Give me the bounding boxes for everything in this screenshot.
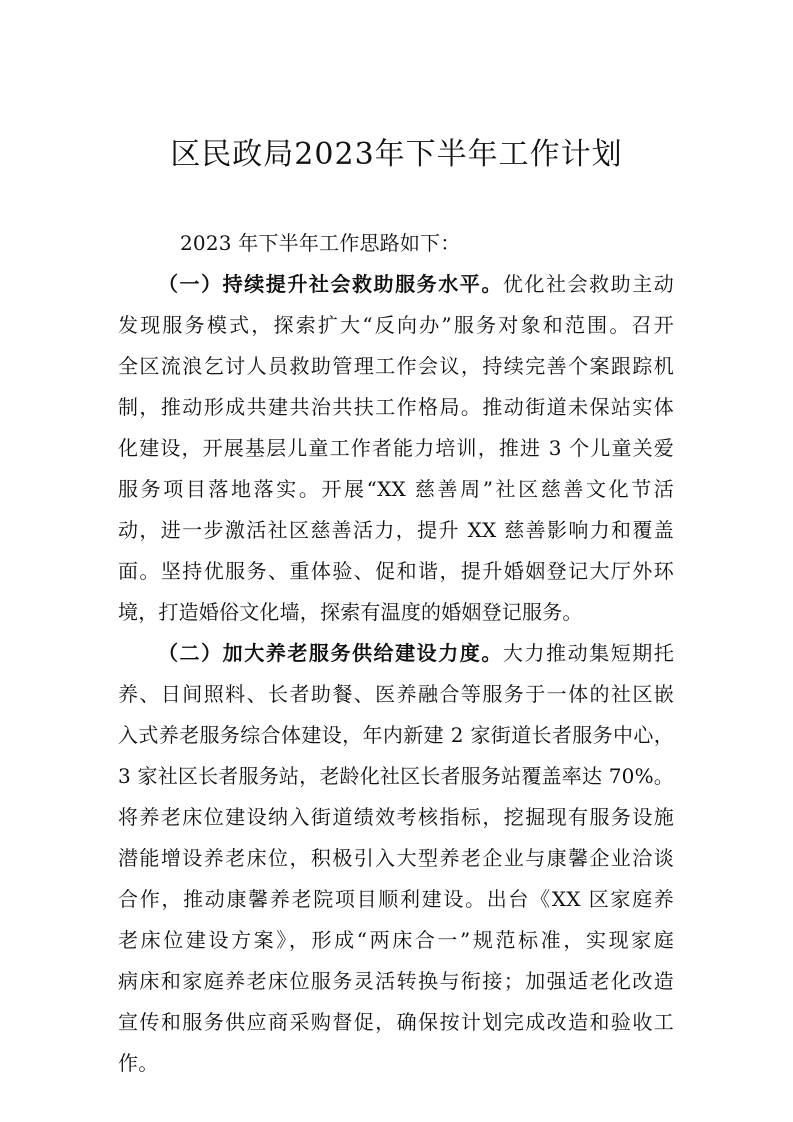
section-2-line: 作。: [118, 1051, 159, 1075]
section-1-line: 服务项目落地落实。开展“XX 慈善周”社区慈善文化节活: [118, 477, 674, 501]
section-1-line: 境，打造婚俗文化墙，探索有温度的婚姻登记服务。: [118, 600, 583, 624]
section-1-line: 化建设，开展基层儿童工作者能力培训，推进 3 个儿童关爱: [118, 436, 674, 460]
section-2-line: 潜能增设养老床位，积极引入大型养老企业与康馨企业洽谈: [118, 846, 674, 870]
section-2-first-line: [118, 633, 674, 674]
section-2-line: 养、日间照料、长者助餐、医养融合等服务于一体的社区嵌: [118, 682, 674, 706]
section-2-line: 3 家社区长者服务站，老龄化社区长者服务站覆盖率达 70%。: [118, 764, 674, 788]
section-1-heading: （一）持续提升社会救助服务水平。: [158, 272, 503, 296]
section-1-line: 发现服务模式，探索扩大“反向办”服务对象和范围。召开: [118, 313, 674, 337]
section-1-line: 动，进一步激活社区慈善活力，提升 XX 慈善影响力和覆盖: [118, 518, 674, 542]
section-2-line: 入式养老服务综合体建设，年内新建 2 家街道长者服务中心，: [118, 723, 674, 747]
section-2-line: 宣传和服务供应商采购督促，确保按计划完成改造和验收工: [118, 1010, 674, 1034]
section-1-line: 面。坚持优服务、重体验、促和谐，提升婚姻登记大厅外环: [118, 559, 674, 583]
intro-paragraph: 2023 年下半年工作思路如下：: [180, 231, 461, 255]
section-1-line: 全区流浪乞讨人员救助管理工作会议，持续完善个案跟踪机: [118, 354, 674, 378]
section-2-text: 大力推动集短期托: [502, 641, 674, 665]
section-1-line: 制，推动形成共建共治共扶工作格局。推动街道未保站实体: [118, 395, 674, 419]
section-1-text: 优化社会救助主动: [502, 272, 674, 296]
section-2-line: 老床位建设方案》，形成“两床合一”规范标准，实现家庭: [118, 928, 674, 952]
section-1-first-line: [118, 264, 674, 305]
section-2-line: 将养老床位建设纳入街道绩效考核指标，挖掘现有服务设施: [118, 805, 674, 829]
section-2-heading: （二）加大养老服务供给建设力度。: [158, 641, 503, 665]
document-title: 区民政局2023年下半年工作计划: [170, 137, 623, 172]
document-body: [118, 223, 674, 1084]
section-2-line: 合作，推动康馨养老院项目顺利建设。出台《XX 区家庭养: [118, 887, 674, 911]
section-2-line: 病床和家庭养老床位服务灵活转换与衔接；加强适老化改造: [118, 969, 674, 993]
